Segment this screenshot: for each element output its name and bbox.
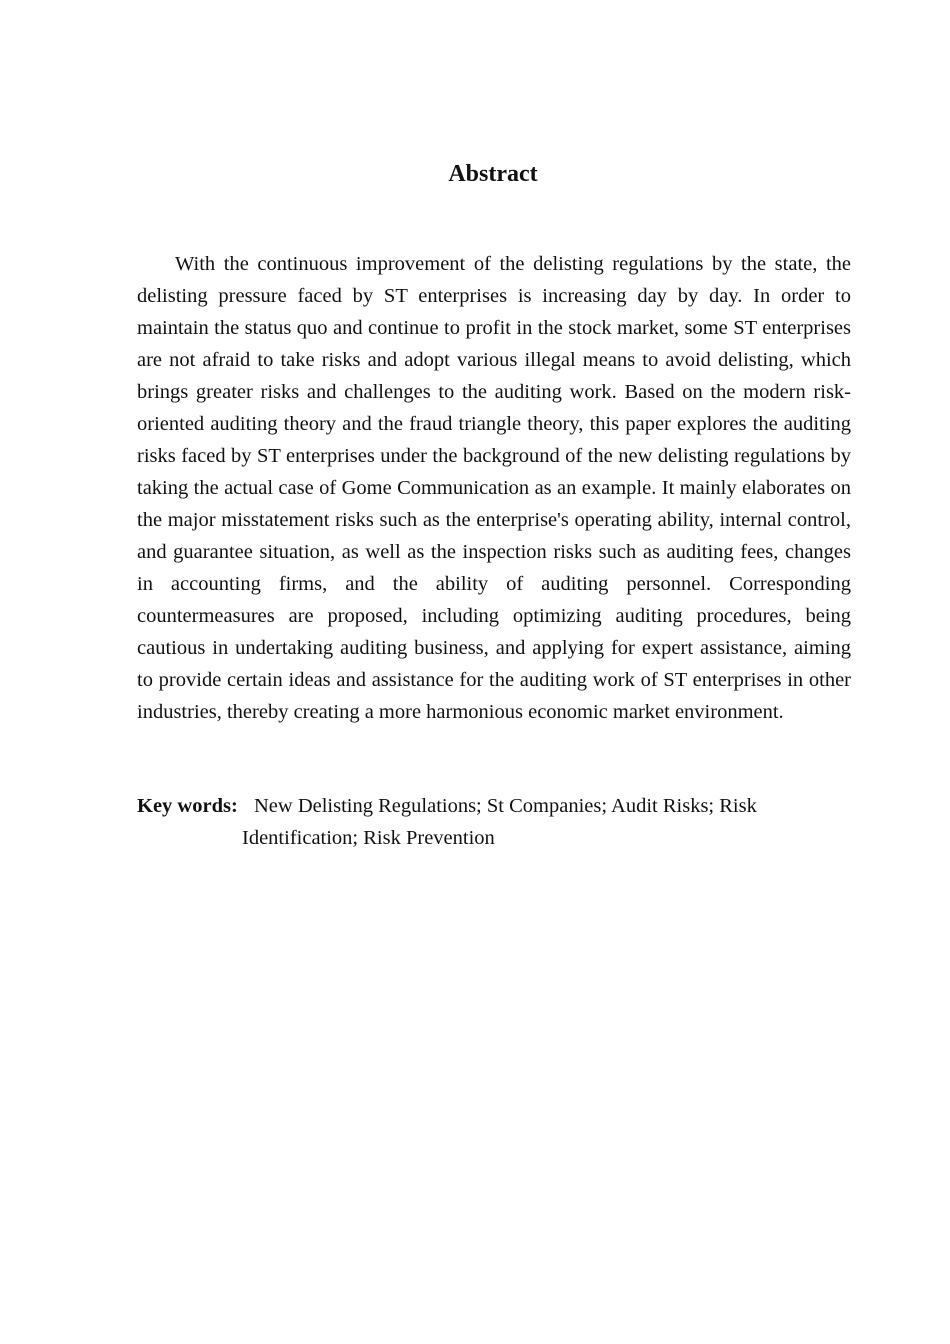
keywords-line [137,790,851,854]
abstract-heading: Abstract [448,161,538,187]
keywords-label: Key words: [137,795,238,817]
keywords-text: New Delisting Regulations; St Companies; Audit Risks; Risk Identification; Risk Prevention [242,795,757,849]
abstract-paragraph: With the continuous improvement of the delisting regulations by the state, the delisting pressure faced by ST enterprises is increasing day by day. In order to maintain the status quo and continue to profit in the stock market, some ST enterprises are not afraid to take risks and adopt various illegal means to avoid delisting, which brings greater risks and challenges to the auditing work. Based on the modern risk-oriented auditing theory and the fraud triangle theory, this paper explores the auditing risks faced by ST enterprises under the background of the new delisting regulations by taking the actual case of Gome Communication as an example. It mainly elaborates on the major misstatement risks such as the enterprise's operating ability, internal control, and guarantee situation, as well as the inspection risks such as auditing fees, changes in accounting firms, and the ability of auditing personnel. Corresponding countermeasures are proposed, including optimizing auditing procedures, being cautious in undertaking auditing business, and applying for expert assistance, aiming to provide certain ideas and assistance for the auditing work of ST enterprises in other industries, thereby creating a more harmonious economic market environment. [137,253,851,723]
